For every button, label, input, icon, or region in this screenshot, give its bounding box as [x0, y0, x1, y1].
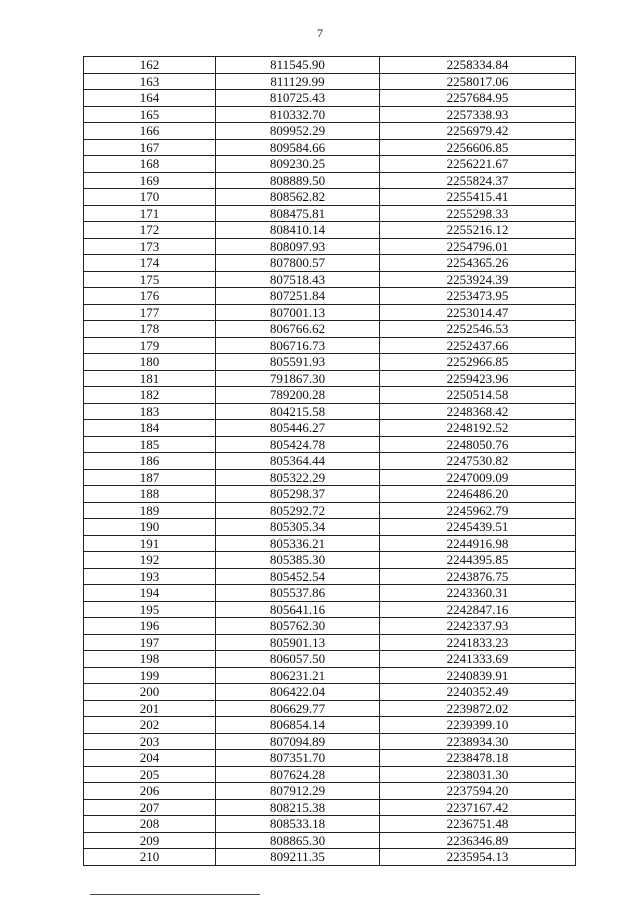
table-row — [84, 354, 576, 371]
y-coordinate-cell: 2240839.91 — [380, 667, 576, 684]
table-row — [84, 189, 576, 206]
table-row — [84, 766, 576, 783]
point-number-cell: 196 — [84, 618, 216, 635]
x-coordinate-cell: 805305.34 — [216, 519, 380, 536]
y-coordinate-cell: 2238031.30 — [380, 766, 576, 783]
point-number-cell: 163 — [84, 73, 216, 90]
table-row — [84, 288, 576, 305]
y-coordinate-cell: 2243360.31 — [380, 585, 576, 602]
x-coordinate-cell: 806766.62 — [216, 321, 380, 338]
point-number-cell: 192 — [84, 552, 216, 569]
table-row — [84, 535, 576, 552]
x-coordinate-cell: 791867.30 — [216, 370, 380, 387]
y-coordinate-cell: 2252437.66 — [380, 337, 576, 354]
x-coordinate-cell: 807251.84 — [216, 288, 380, 305]
point-number-cell: 188 — [84, 486, 216, 503]
y-coordinate-cell: 2256979.42 — [380, 123, 576, 140]
table-row — [84, 106, 576, 123]
y-coordinate-cell: 2255298.33 — [380, 205, 576, 222]
table-row — [84, 849, 576, 866]
table-row — [84, 90, 576, 107]
x-coordinate-cell: 808889.50 — [216, 172, 380, 189]
x-coordinate-cell: 805591.93 — [216, 354, 380, 371]
y-coordinate-cell: 2246486.20 — [380, 486, 576, 503]
point-number-cell: 204 — [84, 750, 216, 767]
table-row — [84, 568, 576, 585]
point-number-cell: 167 — [84, 139, 216, 156]
point-number-cell: 205 — [84, 766, 216, 783]
table-row — [84, 799, 576, 816]
table-row — [84, 139, 576, 156]
y-coordinate-cell: 2250514.58 — [380, 387, 576, 404]
x-coordinate-cell: 806716.73 — [216, 337, 380, 354]
y-coordinate-cell: 2253473.95 — [380, 288, 576, 305]
y-coordinate-cell: 2257684.95 — [380, 90, 576, 107]
point-number-cell: 187 — [84, 469, 216, 486]
point-number-cell: 206 — [84, 783, 216, 800]
point-number-cell: 182 — [84, 387, 216, 404]
x-coordinate-cell: 809952.29 — [216, 123, 380, 140]
y-coordinate-cell: 2241833.23 — [380, 634, 576, 651]
point-number-cell: 194 — [84, 585, 216, 602]
x-coordinate-cell: 805385.30 — [216, 552, 380, 569]
x-coordinate-cell: 806231.21 — [216, 667, 380, 684]
table-row — [84, 238, 576, 255]
y-coordinate-cell: 2245439.51 — [380, 519, 576, 536]
x-coordinate-cell: 807912.29 — [216, 783, 380, 800]
x-coordinate-cell: 805537.86 — [216, 585, 380, 602]
y-coordinate-cell: 2248368.42 — [380, 403, 576, 420]
y-coordinate-cell: 2248050.76 — [380, 436, 576, 453]
y-coordinate-cell: 2254365.26 — [380, 255, 576, 272]
y-coordinate-cell: 2237594.20 — [380, 783, 576, 800]
point-number-cell: 190 — [84, 519, 216, 536]
point-number-cell: 165 — [84, 106, 216, 123]
x-coordinate-cell: 805336.21 — [216, 535, 380, 552]
point-number-cell: 170 — [84, 189, 216, 206]
table-row — [84, 205, 576, 222]
point-number-cell: 208 — [84, 816, 216, 833]
footer-rule — [90, 894, 260, 895]
table-row — [84, 502, 576, 519]
table-row — [84, 337, 576, 354]
point-number-cell: 174 — [84, 255, 216, 272]
point-number-cell: 172 — [84, 222, 216, 239]
point-number-cell: 185 — [84, 436, 216, 453]
y-coordinate-cell: 2256221.67 — [380, 156, 576, 173]
x-coordinate-cell: 809584.66 — [216, 139, 380, 156]
point-number-cell: 200 — [84, 684, 216, 701]
table-row — [84, 255, 576, 272]
point-number-cell: 186 — [84, 453, 216, 470]
x-coordinate-cell: 810725.43 — [216, 90, 380, 107]
table-row — [84, 387, 576, 404]
y-coordinate-cell: 2244395.85 — [380, 552, 576, 569]
point-number-cell: 176 — [84, 288, 216, 305]
table-row — [84, 73, 576, 90]
x-coordinate-cell: 805424.78 — [216, 436, 380, 453]
table-row — [84, 271, 576, 288]
x-coordinate-cell: 807800.57 — [216, 255, 380, 272]
point-number-cell: 169 — [84, 172, 216, 189]
x-coordinate-cell: 805322.29 — [216, 469, 380, 486]
point-number-cell: 193 — [84, 568, 216, 585]
point-number-cell: 202 — [84, 717, 216, 734]
y-coordinate-cell: 2258017.06 — [380, 73, 576, 90]
table-row — [84, 304, 576, 321]
x-coordinate-cell: 806629.77 — [216, 700, 380, 717]
table-row — [84, 700, 576, 717]
point-number-cell: 181 — [84, 370, 216, 387]
y-coordinate-cell: 2242847.16 — [380, 601, 576, 618]
point-number-cell: 195 — [84, 601, 216, 618]
table-row — [84, 601, 576, 618]
point-number-cell: 175 — [84, 271, 216, 288]
x-coordinate-cell: 807624.28 — [216, 766, 380, 783]
y-coordinate-cell: 2257338.93 — [380, 106, 576, 123]
x-coordinate-cell: 805452.54 — [216, 568, 380, 585]
point-number-cell: 162 — [84, 57, 216, 74]
point-number-cell: 197 — [84, 634, 216, 651]
point-number-cell: 164 — [84, 90, 216, 107]
y-coordinate-cell: 2259423.96 — [380, 370, 576, 387]
point-number-cell: 207 — [84, 799, 216, 816]
x-coordinate-cell: 808410.14 — [216, 222, 380, 239]
table-row — [84, 453, 576, 470]
table-row — [84, 436, 576, 453]
table-row — [84, 832, 576, 849]
y-coordinate-cell: 2258334.84 — [380, 57, 576, 74]
point-number-cell: 189 — [84, 502, 216, 519]
x-coordinate-cell: 807351.70 — [216, 750, 380, 767]
x-coordinate-cell: 808865.30 — [216, 832, 380, 849]
table-row — [84, 123, 576, 140]
point-number-cell: 168 — [84, 156, 216, 173]
table-row — [84, 403, 576, 420]
x-coordinate-cell: 807518.43 — [216, 271, 380, 288]
y-coordinate-cell: 2255415.41 — [380, 189, 576, 206]
y-coordinate-cell: 2241333.69 — [380, 651, 576, 668]
point-number-cell: 199 — [84, 667, 216, 684]
point-number-cell: 166 — [84, 123, 216, 140]
y-coordinate-cell: 2236751.48 — [380, 816, 576, 833]
y-coordinate-cell: 2242337.93 — [380, 618, 576, 635]
y-coordinate-cell: 2247530.82 — [380, 453, 576, 470]
x-coordinate-cell: 809211.35 — [216, 849, 380, 866]
y-coordinate-cell: 2255216.12 — [380, 222, 576, 239]
table-row — [84, 783, 576, 800]
x-coordinate-cell: 808562.82 — [216, 189, 380, 206]
y-coordinate-cell: 2238478.18 — [380, 750, 576, 767]
x-coordinate-cell: 811545.90 — [216, 57, 380, 74]
table-row — [84, 750, 576, 767]
point-number-cell: 178 — [84, 321, 216, 338]
y-coordinate-cell: 2245962.79 — [380, 502, 576, 519]
table-row — [84, 222, 576, 239]
point-number-cell: 180 — [84, 354, 216, 371]
y-coordinate-cell: 2238934.30 — [380, 733, 576, 750]
y-coordinate-cell: 2235954.13 — [380, 849, 576, 866]
y-coordinate-cell: 2247009.09 — [380, 469, 576, 486]
point-number-cell: 201 — [84, 700, 216, 717]
point-number-cell: 177 — [84, 304, 216, 321]
x-coordinate-cell: 810332.70 — [216, 106, 380, 123]
table-row — [84, 717, 576, 734]
point-number-cell: 171 — [84, 205, 216, 222]
point-number-cell: 173 — [84, 238, 216, 255]
table-row — [84, 816, 576, 833]
table-row — [84, 57, 576, 74]
table-row — [84, 321, 576, 338]
table-row — [84, 519, 576, 536]
y-coordinate-cell: 2252546.53 — [380, 321, 576, 338]
x-coordinate-cell: 806422.04 — [216, 684, 380, 701]
x-coordinate-cell: 808097.93 — [216, 238, 380, 255]
x-coordinate-cell: 805641.16 — [216, 601, 380, 618]
y-coordinate-cell: 2243876.75 — [380, 568, 576, 585]
point-number-cell: 179 — [84, 337, 216, 354]
x-coordinate-cell: 811129.99 — [216, 73, 380, 90]
y-coordinate-cell: 2252966.85 — [380, 354, 576, 371]
y-coordinate-cell: 2239872.02 — [380, 700, 576, 717]
point-number-cell: 183 — [84, 403, 216, 420]
table-row — [84, 172, 576, 189]
x-coordinate-cell: 789200.28 — [216, 387, 380, 404]
x-coordinate-cell: 804215.58 — [216, 403, 380, 420]
x-coordinate-cell: 808533.18 — [216, 816, 380, 833]
table-row — [84, 552, 576, 569]
x-coordinate-cell: 808215.38 — [216, 799, 380, 816]
y-coordinate-cell: 2236346.89 — [380, 832, 576, 849]
table-row — [84, 634, 576, 651]
x-coordinate-cell: 809230.25 — [216, 156, 380, 173]
y-coordinate-cell: 2253924.39 — [380, 271, 576, 288]
table-row — [84, 618, 576, 635]
point-number-cell: 184 — [84, 420, 216, 437]
y-coordinate-cell: 2254796.01 — [380, 238, 576, 255]
table-row — [84, 370, 576, 387]
y-coordinate-cell: 2244916.98 — [380, 535, 576, 552]
x-coordinate-cell: 805762.30 — [216, 618, 380, 635]
point-number-cell: 209 — [84, 832, 216, 849]
table-row — [84, 156, 576, 173]
x-coordinate-cell: 805364.44 — [216, 453, 380, 470]
point-number-cell: 198 — [84, 651, 216, 668]
table-row — [84, 684, 576, 701]
table-row — [84, 486, 576, 503]
x-coordinate-cell: 805446.27 — [216, 420, 380, 437]
x-coordinate-cell: 806854.14 — [216, 717, 380, 734]
y-coordinate-cell: 2239399.10 — [380, 717, 576, 734]
x-coordinate-cell: 806057.50 — [216, 651, 380, 668]
y-coordinate-cell: 2248192.52 — [380, 420, 576, 437]
y-coordinate-cell: 2237167.42 — [380, 799, 576, 816]
point-number-cell: 203 — [84, 733, 216, 750]
y-coordinate-cell: 2253014.47 — [380, 304, 576, 321]
page-number: 7 — [317, 26, 323, 40]
y-coordinate-cell: 2240352.49 — [380, 684, 576, 701]
y-coordinate-cell: 2255824.37 — [380, 172, 576, 189]
table-row — [84, 651, 576, 668]
y-coordinate-cell: 2256606.85 — [380, 139, 576, 156]
coordinates-table — [83, 56, 576, 866]
table-row — [84, 469, 576, 486]
x-coordinate-cell: 808475.81 — [216, 205, 380, 222]
coordinates-table-body — [84, 57, 576, 866]
table-row — [84, 420, 576, 437]
x-coordinate-cell: 805901.13 — [216, 634, 380, 651]
x-coordinate-cell: 805292.72 — [216, 502, 380, 519]
table-row — [84, 585, 576, 602]
table-row — [84, 733, 576, 750]
x-coordinate-cell: 805298.37 — [216, 486, 380, 503]
point-number-cell: 191 — [84, 535, 216, 552]
x-coordinate-cell: 807001.13 — [216, 304, 380, 321]
point-number-cell: 210 — [84, 849, 216, 866]
table-row — [84, 667, 576, 684]
x-coordinate-cell: 807094.89 — [216, 733, 380, 750]
